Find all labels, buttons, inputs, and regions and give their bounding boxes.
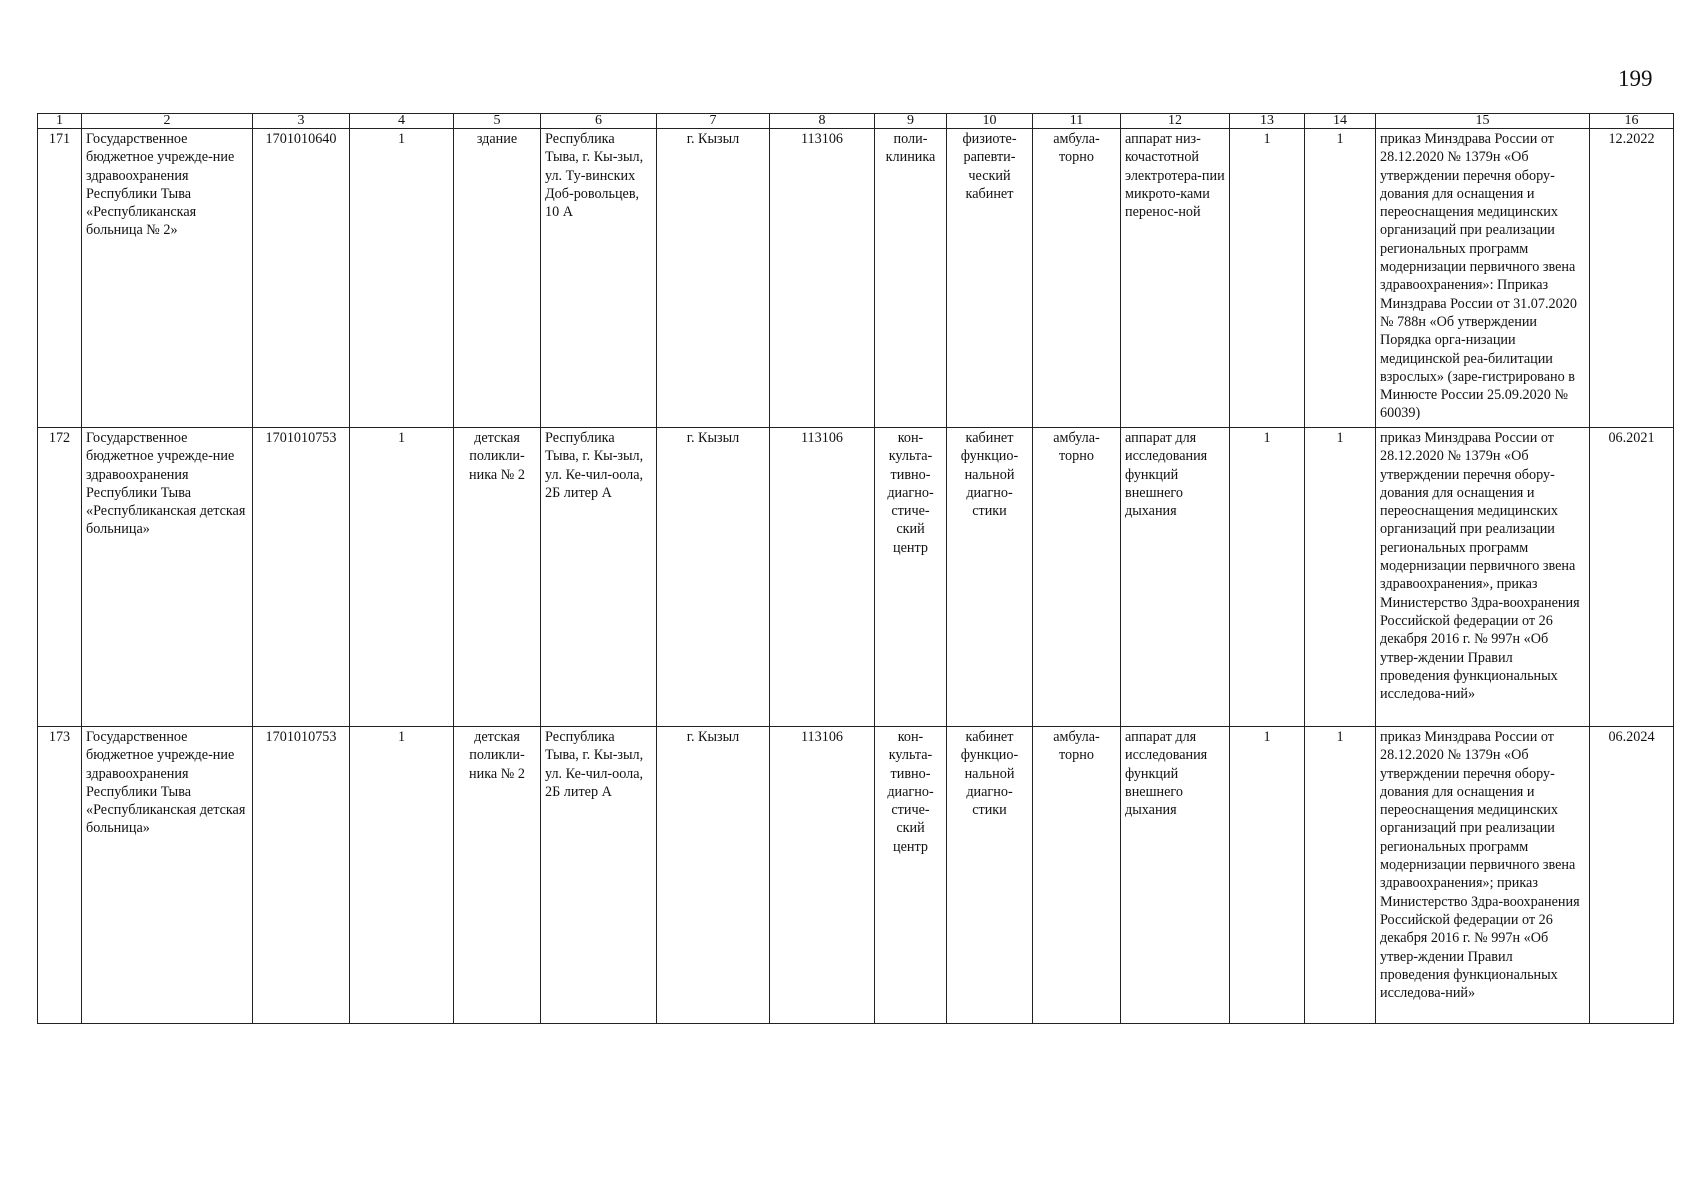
date-cell: 06.2024	[1590, 727, 1674, 1024]
row-number: 173	[38, 727, 82, 1024]
count-cell: 1	[1305, 428, 1376, 727]
care-type-cell: амбула-торно	[1033, 129, 1121, 428]
column-number: 8	[770, 114, 875, 129]
building-cell: здание	[454, 129, 541, 428]
column-number: 2	[82, 114, 253, 129]
quantity-cell: 1	[350, 727, 454, 1024]
column-number: 10	[947, 114, 1033, 129]
column-number: 16	[1590, 114, 1674, 129]
address-cell: Республика Тыва, г. Кы-зыл, ул. Ке-чил-оола, 2Б литер А	[541, 428, 657, 727]
basis-cell: приказ Минздрава России от 28.12.2020 № 1379н «Об утверждении перечня обору-дования для оснащения и переоснащения медицинских организаций при реализации региональных программ модернизации первичного звена здравоохранения», приказ Министерство Здра-воохранения Российской федерации от 26 декабря 2016 г. № 997н «Об утвер-ждении Правил проведения функциональных исследова-ний»	[1376, 428, 1590, 727]
basis-cell: приказ Минздрава России от 28.12.2020 № 1379н «Об утверждении перечня обору-дования для оснащения и переоснащения медицинских организаций при реализации региональных программ модернизации первичного звена здравоохранения»; приказ Министерство Здра-воохранения Российской федерации от 26 декабря 2016 г. № 997н «Об утвер-ждении Правил проведения функциональных исследова-ний»	[1376, 727, 1590, 1024]
row-number: 172	[38, 428, 82, 727]
organization-cell: Государственное бюджетное учрежде-ние здравоохранения Республики Тыва «Республиканская детская больница»	[82, 727, 253, 1024]
row-number: 171	[38, 129, 82, 428]
registry-table	[37, 113, 1674, 1024]
code-cell: 1701010753	[253, 428, 350, 727]
organization-cell: Государственное бюджетное учрежде-ние здравоохранения Республики Тыва «Республиканская больница № 2»	[82, 129, 253, 428]
city-cell: г. Кызыл	[657, 428, 770, 727]
column-number: 14	[1305, 114, 1376, 129]
date-cell: 06.2021	[1590, 428, 1674, 727]
column-number: 7	[657, 114, 770, 129]
care-type-cell: амбула-торно	[1033, 727, 1121, 1024]
organization-cell: Государственное бюджетное учрежде-ние здравоохранения Республики Тыва «Республиканская детская больница»	[82, 428, 253, 727]
count-cell: 1	[1230, 129, 1305, 428]
equipment-cell: аппарат для исследования функций внешнего дыхания	[1121, 727, 1230, 1024]
column-number: 1	[38, 114, 82, 129]
table-row	[38, 428, 1674, 727]
table-row	[38, 129, 1674, 428]
basis-cell: приказ Минздрава России от 28.12.2020 № 1379н «Об утверждении перечня обору-дования для оснащения и переоснащения медицинских организаций при реализации региональных программ модернизации первичного звена здравоохранения»: Пприказ Минздрава России от 31.07.2020 № 788н «Об утверждении Порядка орга-низации медицинской реа-билитации взрослых» (заре-гистрировано в Минюсте России 25.09.2020 № 60039)	[1376, 129, 1590, 428]
room-cell: физиоте-рапевти-ческий кабинет	[947, 129, 1033, 428]
count-cell: 1	[1305, 129, 1376, 428]
unit-cell: кон-культа-тивно-диагно-стиче-ский центр	[875, 727, 947, 1024]
column-number: 13	[1230, 114, 1305, 129]
quantity-cell: 1	[350, 428, 454, 727]
postcode-cell: 113106	[770, 727, 875, 1024]
room-cell: кабинет функцио-нальной диагно-стики	[947, 727, 1033, 1024]
unit-cell: поли-клиника	[875, 129, 947, 428]
column-number-row	[38, 114, 1674, 129]
postcode-cell: 113106	[770, 129, 875, 428]
column-number: 4	[350, 114, 454, 129]
column-number: 6	[541, 114, 657, 129]
count-cell: 1	[1230, 428, 1305, 727]
building-cell: детская поликли-ника № 2	[454, 428, 541, 727]
count-cell: 1	[1230, 727, 1305, 1024]
count-cell: 1	[1305, 727, 1376, 1024]
city-cell: г. Кызыл	[657, 727, 770, 1024]
city-cell: г. Кызыл	[657, 129, 770, 428]
column-number: 11	[1033, 114, 1121, 129]
room-cell: кабинет функцио-нальной диагно-стики	[947, 428, 1033, 727]
column-number: 9	[875, 114, 947, 129]
column-number: 12	[1121, 114, 1230, 129]
postcode-cell: 113106	[770, 428, 875, 727]
date-cell: 12.2022	[1590, 129, 1674, 428]
quantity-cell: 1	[350, 129, 454, 428]
column-number: 3	[253, 114, 350, 129]
code-cell: 1701010640	[253, 129, 350, 428]
column-number: 5	[454, 114, 541, 129]
address-cell: Республика Тыва, г. Кы-зыл, ул. Ту-винских Доб-ровольцев, 10 А	[541, 129, 657, 428]
building-cell: детская поликли-ника № 2	[454, 727, 541, 1024]
page-number: 199	[1618, 66, 1653, 91]
address-cell: Республика Тыва, г. Кы-зыл, ул. Ке-чил-оола, 2Б литер А	[541, 727, 657, 1024]
care-type-cell: амбула-торно	[1033, 428, 1121, 727]
unit-cell: кон-культа-тивно-диагно-стиче-ский центр	[875, 428, 947, 727]
column-number: 15	[1376, 114, 1590, 129]
table-row	[38, 727, 1674, 1024]
equipment-cell: аппарат низ-кочастотной электротера-пии микрото-ками перенос-ной	[1121, 129, 1230, 428]
equipment-cell: аппарат для исследования функций внешнего дыхания	[1121, 428, 1230, 727]
code-cell: 1701010753	[253, 727, 350, 1024]
